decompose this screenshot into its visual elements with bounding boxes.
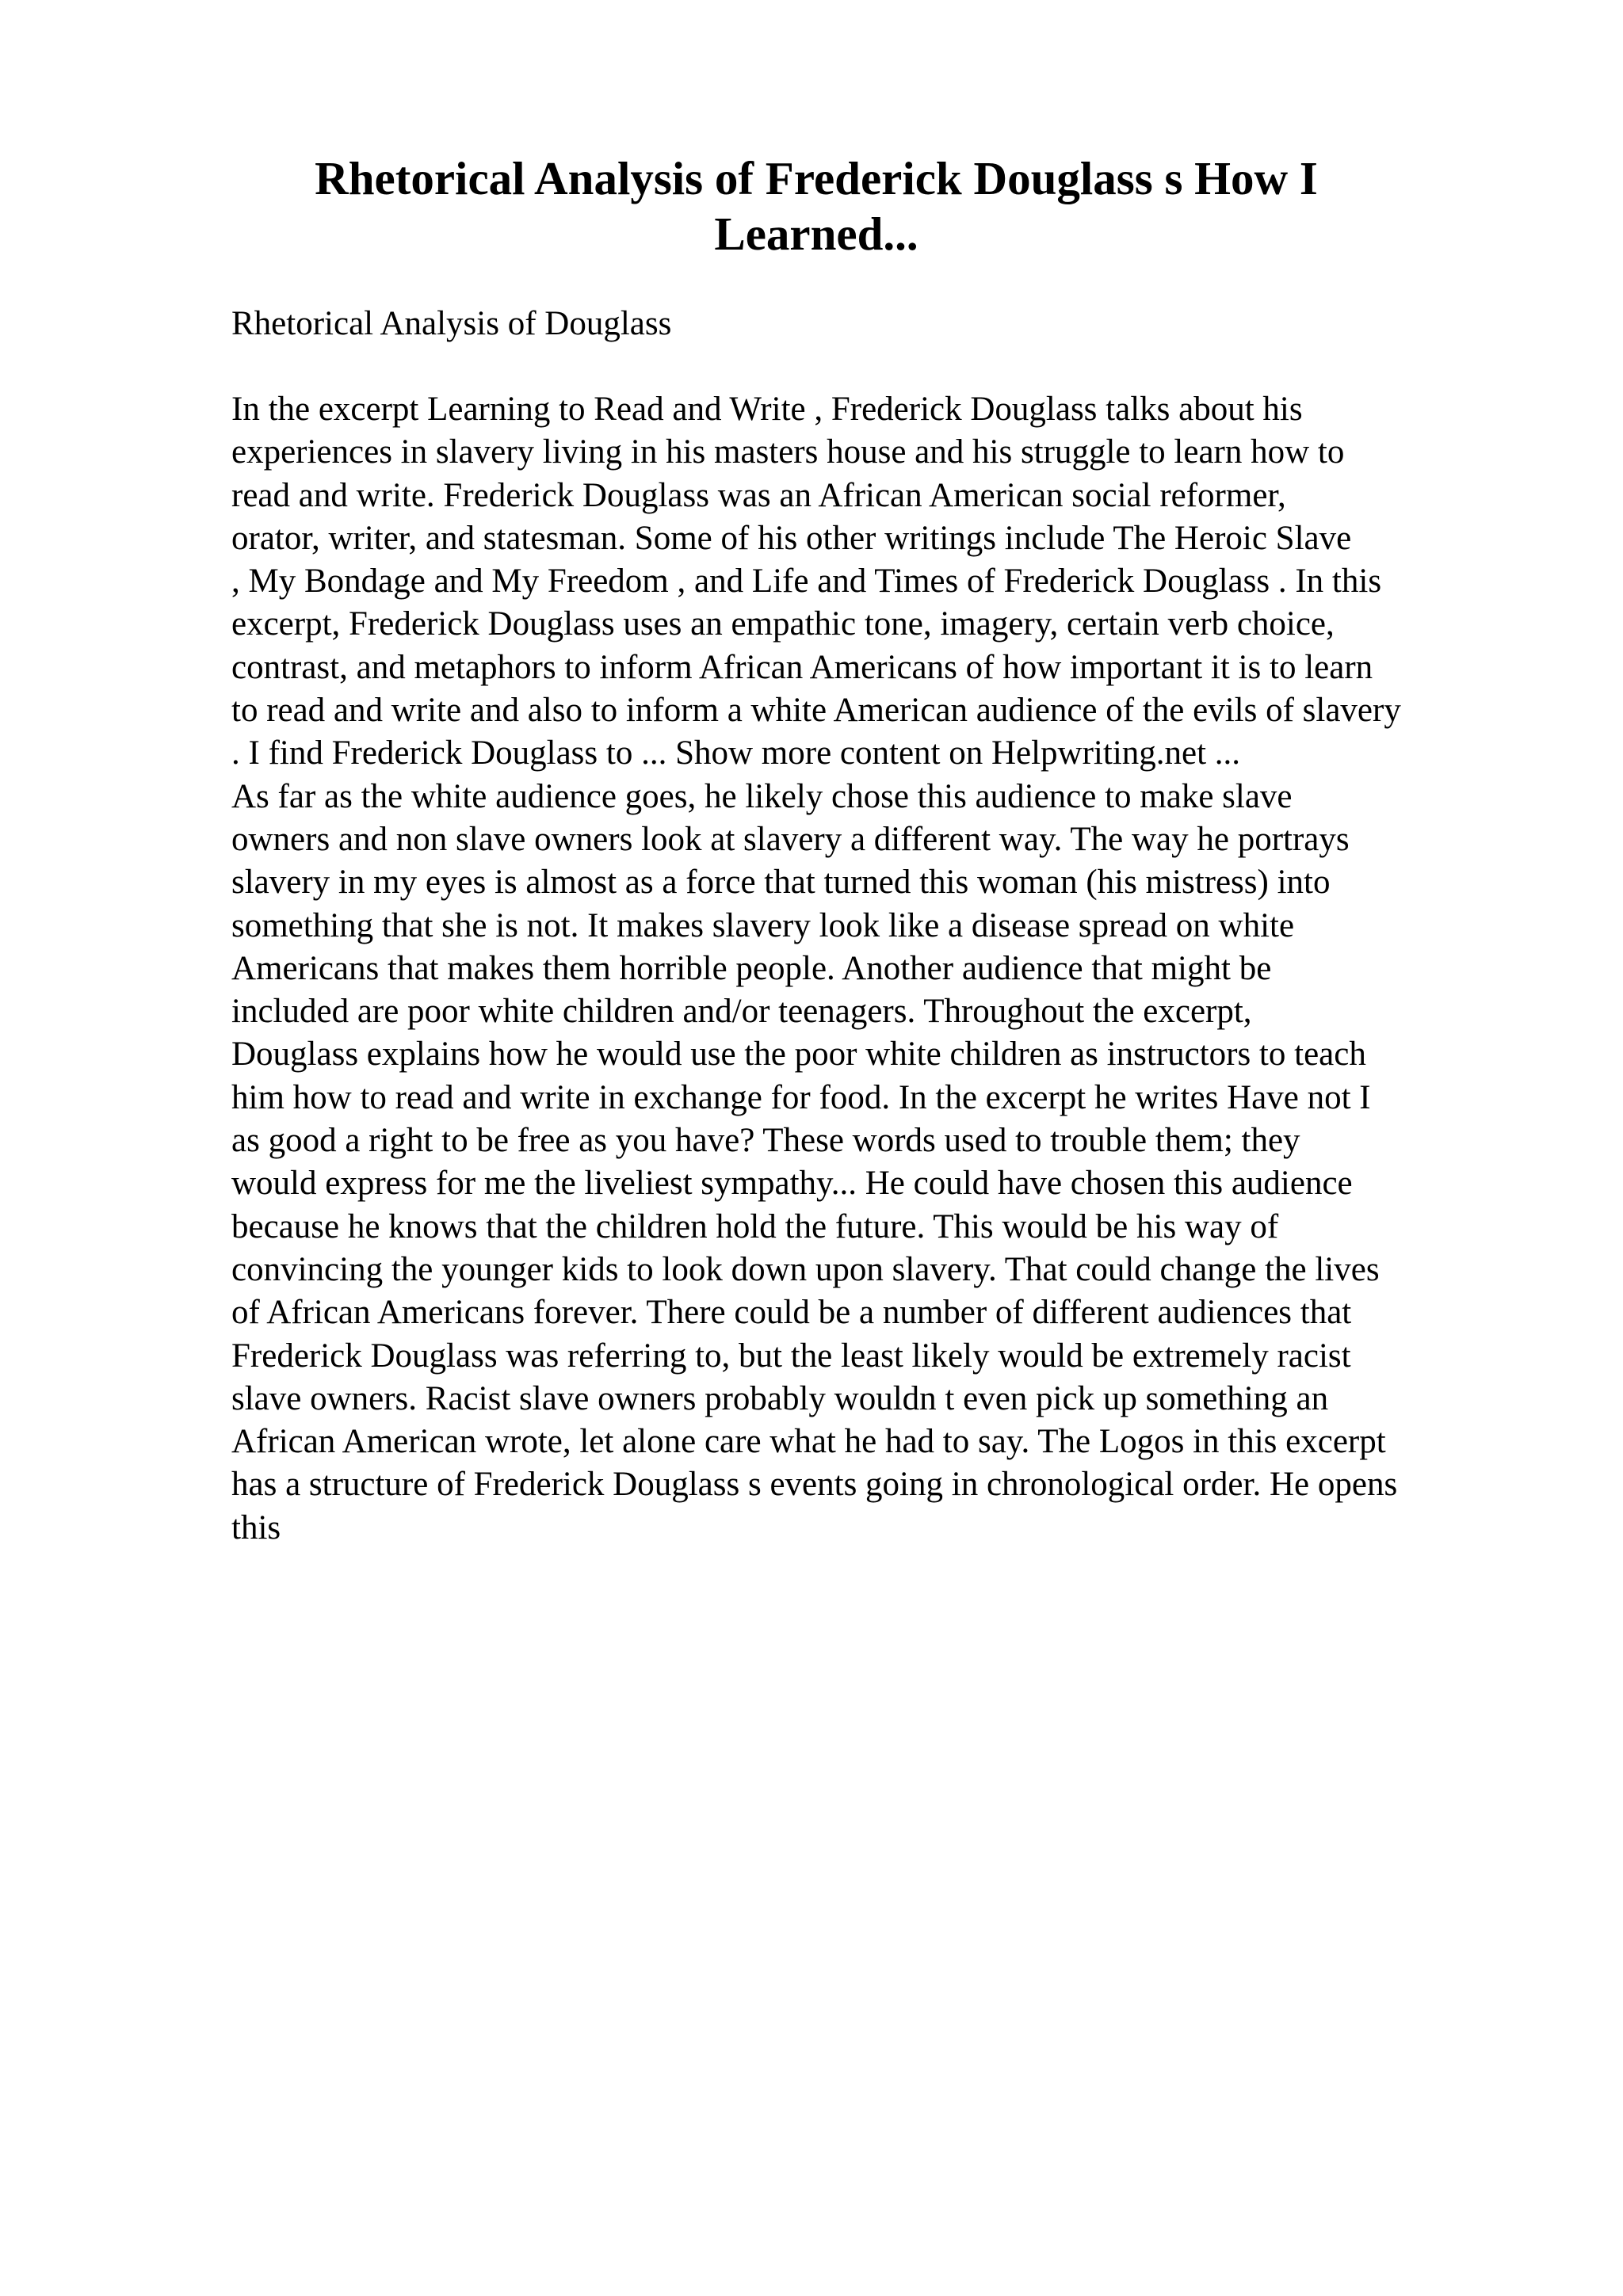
body-line: owners and non slave owners look at slavery a different way. The way he portrays [231, 820, 1350, 858]
body-line: , My Bondage and My Freedom , and Life and Times of Frederick Douglass . In this [231, 563, 1382, 601]
body-line: excerpt, Frederick Douglass uses an empathic tone, imagery, certain verb choice, [231, 605, 1335, 643]
document-subtitle: Rhetorical Analysis of Douglass [231, 305, 672, 342]
title-line: Rhetorical Analysis of Frederick Douglass s How I [315, 152, 1318, 204]
body-line: of African Americans forever. There could be a number of different audiences that [231, 1294, 1352, 1332]
body-line: slave owners. Racist slave owners probably wouldn t even pick up something an [231, 1379, 1329, 1417]
body-line: contrast, and metaphors to inform African Americans of how important it is to learn [231, 648, 1373, 686]
body-line: something that she is not. It makes slavery look like a disease spread on white [231, 906, 1295, 944]
body-line: has a structure of Frederick Douglass s events going in chronological order. He opens [231, 1466, 1398, 1504]
body-line: orator, writer, and statesman. Some of his other writings include The Heroic Slave [231, 519, 1352, 557]
body-line: experiences in slavery living in his masters house and his struggle to learn how to [231, 433, 1345, 471]
title-line: Learned... [714, 208, 918, 260]
body-line: Frederick Douglass was referring to, but the least likely would be extremely racist [231, 1337, 1351, 1375]
body-line: as good a right to be free as you have? These words used to trouble them; they [231, 1122, 1300, 1160]
document-title [230, 151, 1403, 261]
body-line: because he knows that the children hold the future. This would be his way of [231, 1207, 1279, 1245]
body-line: Americans that makes them horrible people. Another audience that might be [231, 949, 1272, 987]
body-line: . I find Frederick Douglass to ... Show more content on Helpwriting.net ... [231, 734, 1241, 772]
body-line: to read and write and also to inform a white American audience of the evils of slavery [231, 692, 1401, 730]
body-line: slavery in my eyes is almost as a force that turned this woman (his mistress) into [231, 864, 1331, 902]
body-line: In the excerpt Learning to Read and Write , Frederick Douglass talks about his [231, 391, 1303, 428]
body-line: As far as the white audience goes, he likely chose this audience to make slave [231, 777, 1293, 815]
body-line: this [231, 1508, 281, 1547]
body-line: convincing the younger kids to look down upon slavery. That could change the lives [231, 1250, 1380, 1288]
body-line: African American wrote, let alone care what he had to say. The Logos in this excerpt [231, 1423, 1386, 1461]
body-line: read and write. Frederick Douglass was an African American social reformer, [231, 476, 1286, 514]
body-line: Douglass explains how he would use the poor white children as instructors to teach [231, 1035, 1366, 1074]
document-body [231, 388, 1515, 1550]
body-line: would express for me the liveliest sympathy... He could have chosen this audience [231, 1165, 1353, 1203]
body-line: included are poor white children and/or teenagers. Throughout the excerpt, [231, 993, 1252, 1031]
body-line: him how to read and write in exchange for food. In the excerpt he writes Have not I [231, 1078, 1371, 1116]
